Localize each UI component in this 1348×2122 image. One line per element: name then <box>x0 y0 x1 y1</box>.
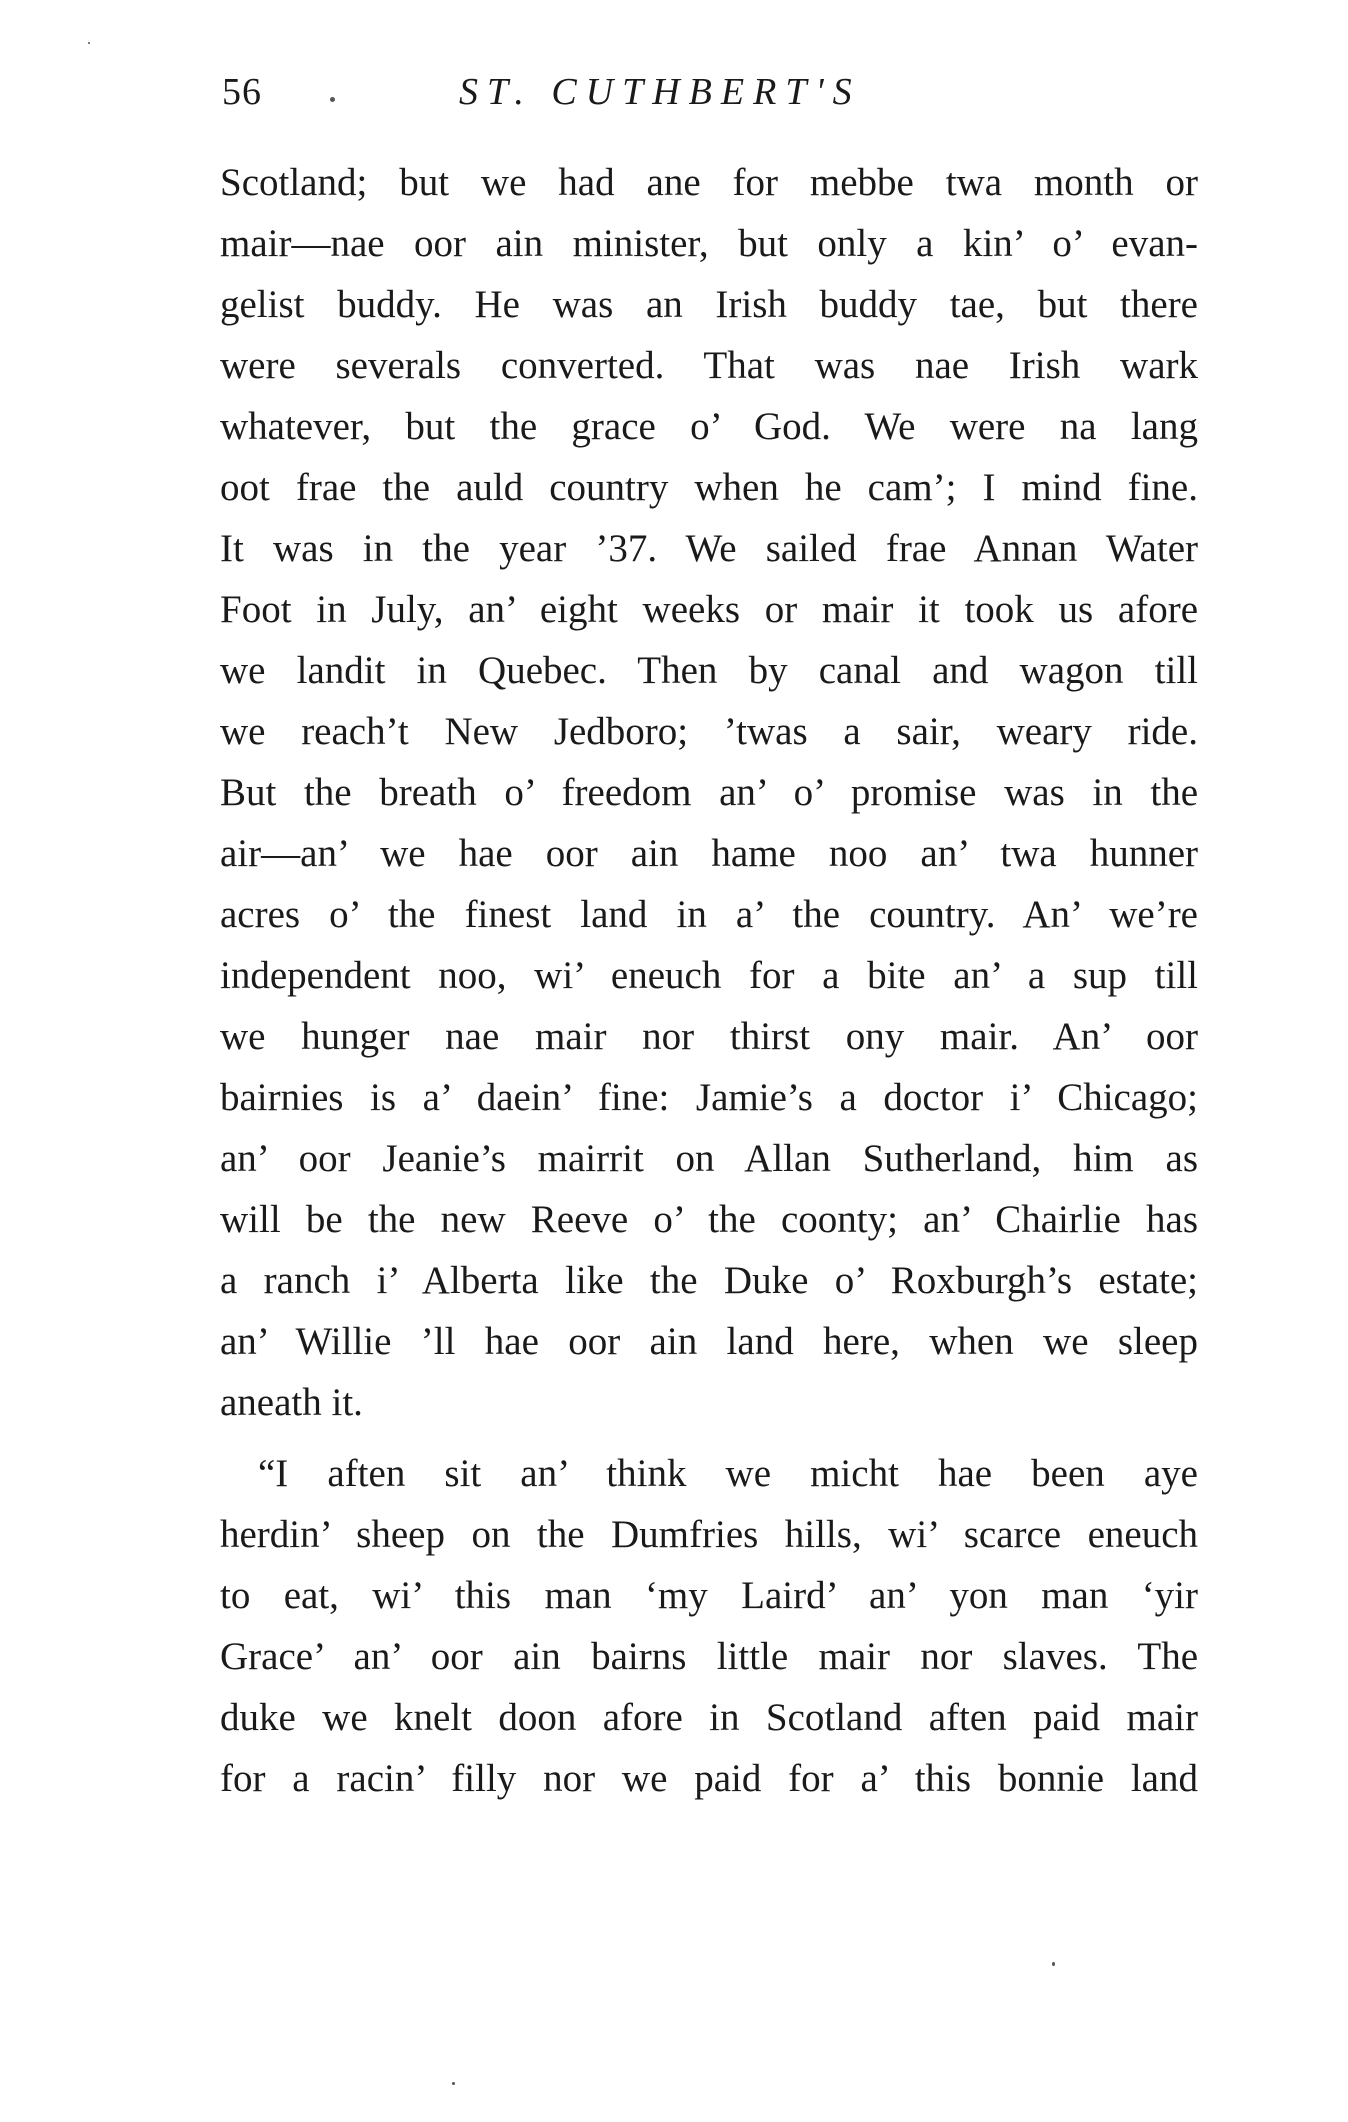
text-line: for a racin’ filly nor we paid for a’ this bonnie land <box>220 1757 1198 1800</box>
text-line: aneath it. <box>220 1381 363 1424</box>
running-head: ST. CUTHBERT'S <box>459 71 861 113</box>
text-line: we reach’t New Jedboro; ’twas a sair, weary ride. <box>220 710 1198 753</box>
text-line: were severals converted. That was nae Irish wark <box>220 344 1198 387</box>
text-line: gelist buddy. He was an Irish buddy tae, but there <box>220 283 1198 326</box>
text-line: Foot in July, an’ eight weeks or mair it took us afore <box>220 588 1198 631</box>
text-line: an’ oor Jeanie’s mairrit on Allan Sutherland, him as <box>220 1137 1198 1180</box>
page-header <box>222 70 1202 126</box>
paragraph-gap <box>220 1433 1198 1443</box>
text-line: will be the new Reeve o’ the coonty; an’ Chairlie has <box>220 1198 1198 1241</box>
text-line: a ranch i’ Alberta like the Duke o’ Roxburgh’s estate; <box>220 1259 1198 1302</box>
text-line: herdin’ sheep on the Dumfries hills, wi’ scarce eneuch <box>220 1513 1198 1556</box>
text-line: Grace’ an’ oor ain bairns little mair nor slaves. The <box>220 1635 1198 1678</box>
print-speck <box>1052 1962 1055 1966</box>
text-line: to eat, wi’ this man ‘my Laird’ an’ yon man ‘yir <box>220 1574 1198 1617</box>
text-line: we hunger nae mair nor thirst ony mair. An’ oor <box>220 1015 1198 1058</box>
text-line: air—an’ we hae oor ain hame noo an’ twa hunner <box>220 832 1198 875</box>
text-line: independent noo, wi’ eneuch for a bite an’ a sup till <box>220 954 1198 997</box>
print-speck <box>88 42 90 44</box>
text-line: “I aften sit an’ think we micht hae been aye <box>258 1452 1198 1495</box>
page-number: 56 <box>222 71 262 113</box>
body-text <box>220 152 1198 1809</box>
text-line: But the breath o’ freedom an’ o’ promise was in the <box>220 771 1198 814</box>
text-line: we landit in Quebec. Then by canal and wagon till <box>220 649 1198 692</box>
text-line: mair—nae oor ain minister, but only a kin’ o’ evan- <box>220 222 1198 265</box>
paragraph-1 <box>220 152 1198 1433</box>
print-speck <box>330 97 335 102</box>
print-speck <box>452 2082 455 2085</box>
paragraph-2 <box>220 1443 1198 1809</box>
text-line: acres o’ the finest land in a’ the country. An’ we’re <box>220 893 1198 936</box>
text-line: oot frae the auld country when he cam’; I mind fine. <box>220 466 1198 509</box>
text-line: duke we knelt doon afore in Scotland aften paid mair <box>220 1696 1198 1739</box>
text-line: It was in the year ’37. We sailed frae Annan Water <box>220 527 1198 570</box>
text-line: an’ Willie ’ll hae oor ain land here, when we sleep <box>220 1320 1198 1363</box>
text-line: whatever, but the grace o’ God. We were na lang <box>220 405 1198 448</box>
text-line: bairnies is a’ daein’ fine: Jamie’s a doctor i’ Chicago; <box>220 1076 1198 1119</box>
text-line: Scotland; but we had ane for mebbe twa month or <box>220 161 1198 204</box>
